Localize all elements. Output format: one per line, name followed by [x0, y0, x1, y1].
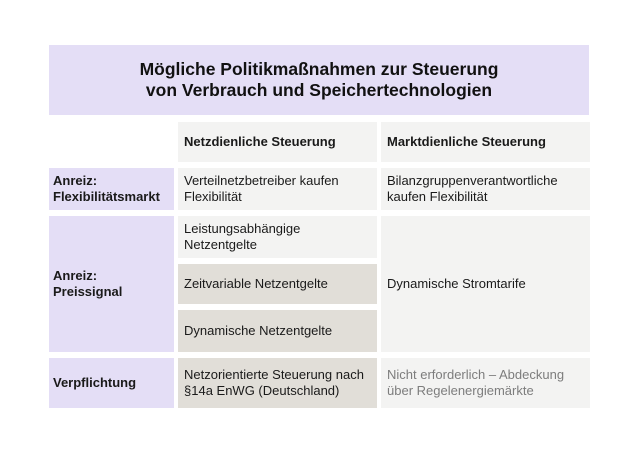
cell-text-line-2: kaufen Flexibilität — [387, 189, 488, 204]
row-header-line-2: Preissignal — [53, 284, 123, 299]
cell-text-line-1: Leistungsabhängige — [184, 221, 301, 236]
cell-text-line-2: über Regelenergiemärkte — [387, 383, 534, 398]
cell-price-grid-dynamic — [178, 310, 377, 352]
cell-text-line-2: Flexibilität — [184, 189, 242, 204]
row-header-text: Verpflichtung — [53, 375, 137, 390]
row-header-line-1: Anreiz: — [53, 173, 98, 188]
cell-price-grid-time-variable — [178, 264, 377, 304]
column-header-grid — [178, 122, 377, 162]
cell-text-line-1: Verteilnetzbetreiber kaufen — [184, 173, 339, 188]
cell-price-market — [381, 216, 590, 352]
table-title — [49, 45, 589, 115]
cell-text: Dynamische Stromtarife — [387, 276, 526, 291]
row-header-flexibility-market — [49, 168, 174, 210]
row-header-obligation — [49, 358, 174, 408]
cell-price-grid-capacity — [178, 216, 377, 258]
title-line-2: von Verbrauch und Speichertechnologien — [145, 80, 493, 100]
cell-obligation-market — [381, 358, 590, 408]
title-line-1: Mögliche Politikmaßnahmen zur Steuerung — [139, 59, 499, 79]
column-header-market-label: Marktdienliche Steuerung — [387, 134, 546, 149]
row-header-line-2: Flexibilitätsmarkt — [53, 189, 160, 204]
cell-text-line-1: Bilanzgruppenverantwortliche — [387, 173, 558, 188]
cell-flexibility-grid — [178, 168, 377, 210]
cell-flexibility-market — [381, 168, 590, 210]
column-header-grid-label: Netzdienliche Steuerung — [184, 134, 336, 149]
row-header-price-signal — [49, 216, 174, 352]
cell-text: Zeitvariable Netzentgelte — [184, 276, 328, 291]
row-header-line-1: Anreiz: — [53, 268, 98, 283]
cell-text: Dynamische Netzentgelte — [184, 323, 333, 338]
cell-text-line-1: Netzorientierte Steuerung nach — [184, 367, 364, 382]
cell-obligation-grid — [178, 358, 377, 408]
column-header-market — [381, 122, 590, 162]
cell-text-line-2: Netzentgelte — [184, 237, 257, 252]
cell-text-line-2: §14a EnWG (Deutschland) — [184, 383, 340, 398]
cell-text-line-1: Nicht erforderlich – Abdeckung — [387, 367, 565, 382]
